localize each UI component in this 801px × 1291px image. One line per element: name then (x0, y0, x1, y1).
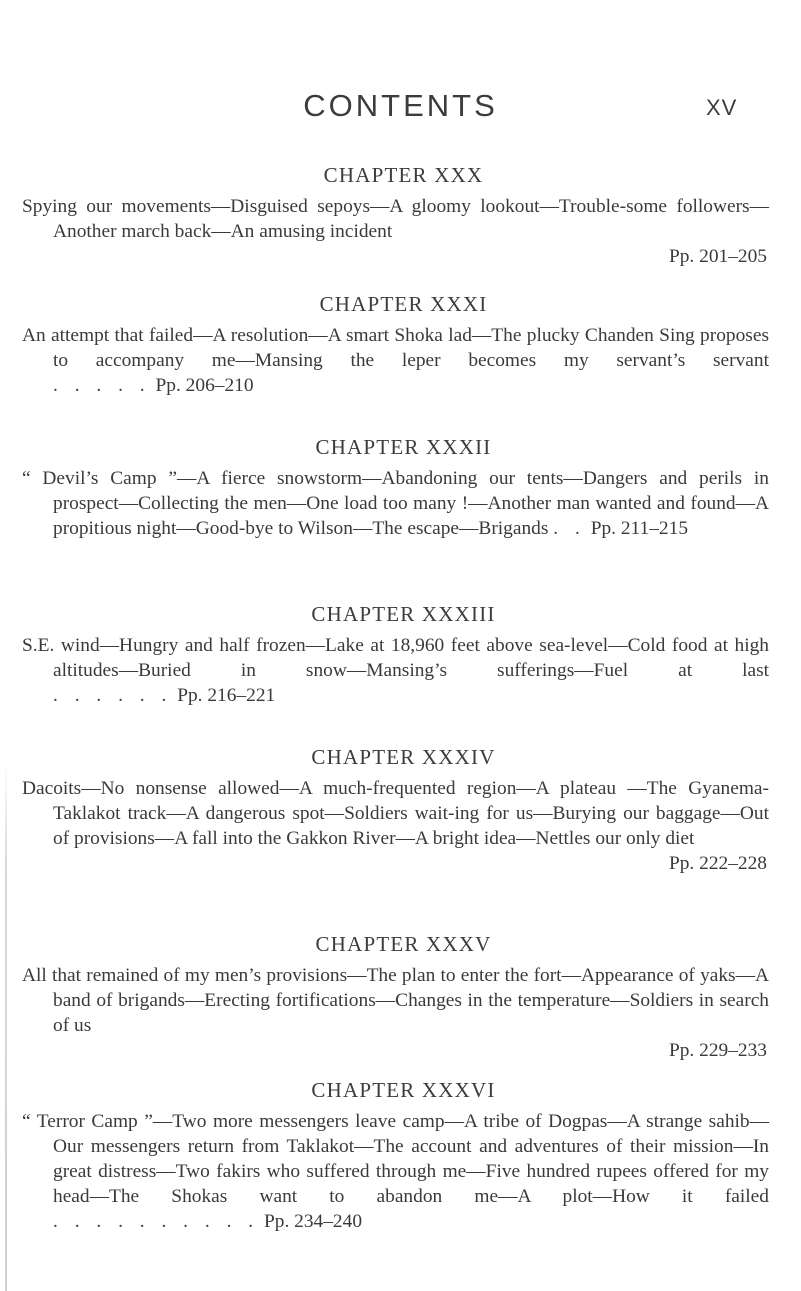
chapter-summary (0, 466, 801, 541)
chapter-heading: CHAPTER XXX (323, 163, 484, 187)
leader-dots: . . . . . . (53, 685, 173, 706)
chapter-summary (0, 963, 801, 1038)
chapter-summary (0, 194, 801, 244)
page-number: XV (706, 95, 738, 120)
chapter-heading: CHAPTER XXXI (319, 292, 488, 316)
chapter-entry (0, 744, 801, 876)
page-header (0, 86, 801, 126)
page-range: Pp. 211–215 (590, 518, 689, 539)
chapter-summary (0, 323, 801, 398)
chapter-heading: CHAPTER XXXVI (311, 1078, 496, 1102)
chapter-summary (0, 633, 801, 708)
chapter-heading: CHAPTER XXXII (315, 435, 492, 459)
chapter-entry (0, 931, 801, 1063)
leader-dots: . . . . . . . . . . (53, 1211, 260, 1232)
page-title: CONTENTS (303, 88, 498, 123)
page-range: Pp. 206–210 (155, 375, 254, 396)
chapter-entry (0, 291, 801, 398)
page-range: Pp. 222–228 (668, 853, 767, 874)
chapter-summary (0, 1109, 801, 1234)
summary-text: Spying our movements—Disguised sepoys—A gloomy lookout—Trouble-some followers—Another march back—An amusing incident (22, 196, 769, 242)
chapter-entry (0, 162, 801, 269)
summary-text: “ Devil’s Camp ”—A fierce snowstorm—Abandoning our tents—Dangers and perils in prospect—Collecting the men—One load too many !—Another man wanted and found—A propitious night—Good-bye to Wilson—The escape—Brigands (22, 468, 769, 539)
summary-text: An attempt that failed—A resolution—A smart Shoka lad—The plucky Chanden Sing proposes to accompany me—Mansing the leper becomes my servant’s servant (22, 325, 769, 371)
page-range: Pp. 216–221 (177, 685, 276, 706)
chapter-entry (0, 601, 801, 708)
chapter-heading: CHAPTER XXXV (315, 932, 492, 956)
chapter-entry (0, 434, 801, 541)
chapter-summary (0, 776, 801, 851)
page-range: Pp. 201–205 (668, 246, 767, 267)
chapter-heading: CHAPTER XXXIII (311, 602, 496, 626)
leader-dots: . . . . . (53, 375, 151, 396)
page-range: Pp. 229–233 (668, 1040, 767, 1061)
summary-text: “ Terror Camp ”—Two more messengers leave camp—A tribe of Dogpas—A strange sahib—Our messengers return from Taklakot—The account and adventures of their mission—In great distress—Two fakirs who suffered through me—Five hundred rupees offered for my head—The Shokas want to abandon me—A plot—How it failed (22, 1111, 769, 1207)
page-range: Pp. 234–240 (263, 1211, 363, 1232)
page-gutter-shadow (5, 760, 7, 1291)
chapter-entry (0, 1077, 801, 1234)
chapter-heading: CHAPTER XXXIV (311, 745, 496, 769)
summary-text: All that remained of my men’s provisions—The plan to enter the fort—Appearance of yaks—A band of brigands—Erecting fortifications—Changes in the temperature—Soldiers in search of us (22, 965, 769, 1036)
summary-text: S.E. wind—Hungry and half frozen—Lake at 18,960 feet above sea-level—Cold food at high altitudes—Buried in snow—Mansing’s sufferings—Fuel at last (22, 635, 769, 681)
leader-dots: . . (553, 518, 586, 539)
summary-text: Dacoits—No nonsense allowed—A much-frequented region—A plateau —The Gyanema-Taklakot track—A dangerous spot—Soldiers wait-ing for us—Burying our baggage—Out of provisions—A fall into the Gakkon River—A bright idea—Nettles our only diet (22, 778, 769, 849)
